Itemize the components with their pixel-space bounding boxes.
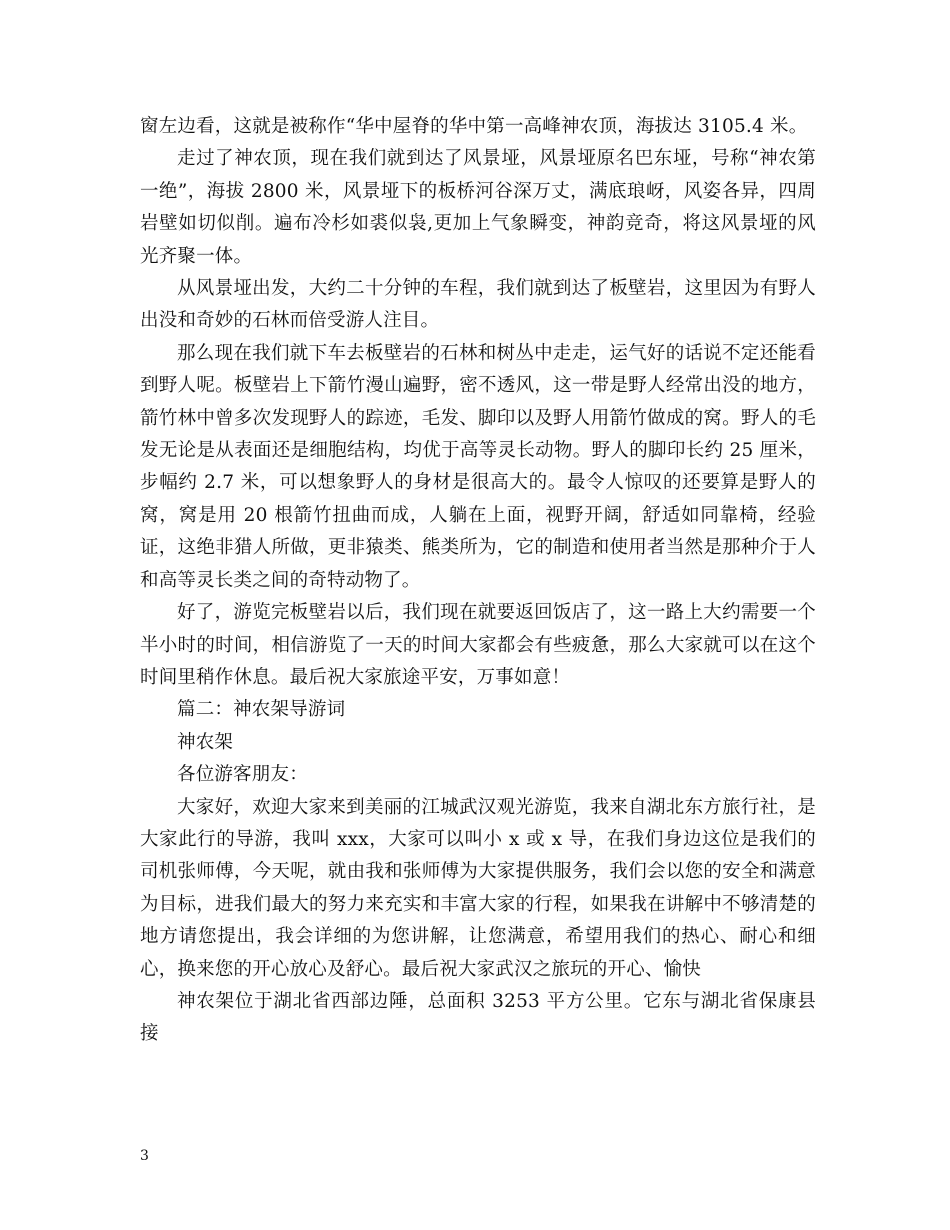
paragraph-continued: 窗左边看，这就是被称作“华中屋脊的华中第一高峰神农顶，海拔达 3105.4 米。	[140, 116, 808, 137]
paragraph-return-hotel: 好了，游览完板壁岩以后，我们现在就要返回饭店了，这一路上大约需要一个半小时的时间，相信游览了一天的时间大家都会有些疲惫，那么大家就可以在这个时间里稍作休息。最后祝大家旅途平安，万事如意！	[140, 602, 816, 688]
section-heading: 篇二：神农架导游词	[177, 699, 346, 721]
greeting-line: 各位游客朋友：	[177, 764, 308, 786]
subsection-title: 神农架	[177, 731, 234, 753]
paragraph-wild-man: 那么现在我们就下车去板壁岩的石林和树丛中走走，运气好的话说不定还能看到野人呢。板壁岩上下箭竹漫山遍野，密不透风，这一带是野人经常出没的地方，箭竹林中曾多次发现野人的踪迹，毛发、脚印以及野人用箭竹做成的窝。野人的毛发无论是从表面还是细胞结构，均优于高等灵长动物。野人的脚印长约 25 厘米，步幅约 2.7 米，可以想象野人的身材是很高大的。最令人惊叹的还要算是野人的窝，窝是用 20 根箭竹扭曲而成，人躺在上面，视野开阔，舒适如同靠椅，经验证，这绝非猎人所做，更非猿类、熊类所为，它的制造和使用者当然是那种介于人和高等灵长类之间的奇特动物了。	[140, 342, 816, 591]
document-body	[140, 111, 816, 1051]
paragraph-location: 神农架位于湖北省西部边陲，总面积 3253 平方公里。它东与湖北省保康县接	[140, 990, 816, 1045]
paragraph-fengjingya: 走过了神农顶，现在我们就到达了风景垭，风景垭原名巴东垭，号称“神农第一绝”，海拔 2800 米，风景垭下的板桥河谷深万丈，满底琅岈，风姿各异，四周岩壁如切似削。遍布冷杉如裘似袅,更加上气象瞬变，神韵竞奇，将这风景垭的风光齐聚一体。	[140, 148, 816, 267]
paragraph-banbiyan-arrival: 从风景垭出发，大约二十分钟的车程，我们就到达了板壁岩，这里因为有野人出没和奇妙的石林而倍受游人注目。	[140, 278, 816, 332]
paragraph-welcome: 大家好，欢迎大家来到美丽的江城武汉观光游览，我来自湖北东方旅行社，是大家此行的导游，我叫 xxx，大家可以叫小 x 或 x 导，在我们身边这位是我们的司机张师傅，今天呢，就由我和张师傅为大家提供服务，我们会以您的安全和满意为目标，进我们最大的努力来充实和丰富大家的行程，如果我在讲解中不够清楚的地方请您提出，我会详细的为您讲解，让您满意，希望用我们的热心、耐心和细心，换来您的开心放心及舒心。最后祝大家武汉之旅玩的开心、愉快	[140, 796, 816, 980]
page-number: 3	[140, 1148, 149, 1164]
